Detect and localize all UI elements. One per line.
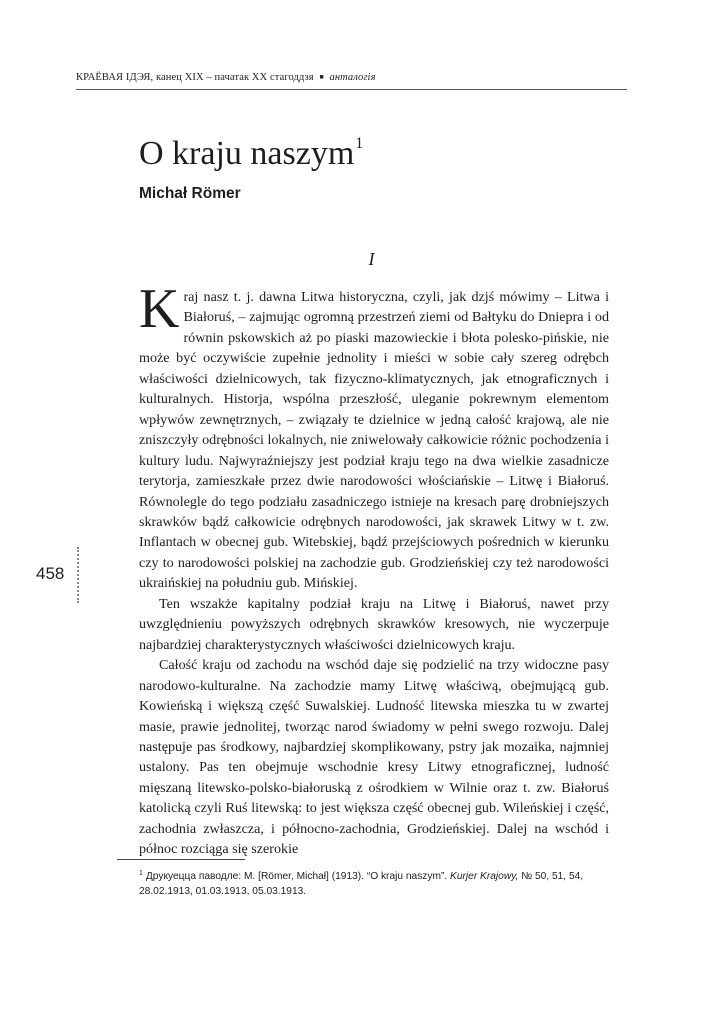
article-title [139,124,363,174]
footnote [139,866,609,899]
footnote-journal: Kurjer Krajowy, [450,871,519,882]
article-body [139,278,609,860]
running-title: КРАЁВАЯ ІДЭЯ, канец XIX – пачатак XX стагоддзя [76,72,314,83]
page-number: 458 [36,564,65,583]
page-number-dotted-rule [77,547,79,603]
title-footnote-mark[interactable]: 1 [355,135,364,152]
footnote-mark: 1 [139,870,143,877]
paragraph-2: Ten wszakże kapitalny podział kraju na Litwę i Białoruś, nawet przy uwzględnieniu powyższych odrębnych skrawków kresowych, nie wyczerpuje najbardziej charakterystycznych właściwości dzielnicowych kraju. [139,595,609,653]
header-separator-icon: ■ [319,73,324,81]
paragraph-1-text: raj nasz t. j. dawna Litwa historyczna, czyli, jak dzjś mówimy – Litwa i Białoruś, – zajmując ogromną przestrzeń ziemi od Bałtyku do Dniepra i od równin pskowskich aż po piaski mazowieckie i błota polesko-pińskie, nie może być oczywiście zupełnie jednolity i mieści w sobie cały szereg odrębch właściwości dzielnicowych, tak fizyczno-klimatycznych, jak etnograficznych i kulturalnych. Historja, wspólna przeszłość, uleganie pokrewnym elementom wpływów zewnętrznych, – związały te dzielnice w jedną całość krajową, ale nie zniszczyły odrębności lokalnych, nie zniwelowały całkowicie różnic pochodzenia i kultury ludu. Najwyraźniejszy jest podział kraju tego na dwa wielkie zasadnicze terytorja, zamieszkałe przez dwie narodowości włościańskie – Litwę i Białoruś. Równolegle do tego podziału zasadniczego istnieje na kresach parę drobniejszych skrawków bądź całkowicie odrębnych narodowości, jak skrawek Litwy w t. zw. Inflantach w obecnej gub. Witebskiej, bądź przejściowych pośrednich w kierunku czy to narodowości polskiej na zachodzie gub. Grodzieńskiej czy też narodowości ukraińskiej na południu gub. Mińskiej. [139,289,609,592]
article-title-text: O kraju naszym [139,135,355,172]
paragraph-1 [139,278,609,594]
running-header [76,72,596,83]
footnote-text-after: № 50, 51, 54, 28.02.1913, 01.03.1913, 05.03.1913. [139,871,584,897]
footnote-rule [117,859,245,860]
footnote-text-before: Друкуецца паводле: M. [Römer, Michał] (1913). “O kraju naszym”. [145,871,448,882]
section-numeral: I [368,249,375,269]
paragraph-3: Całość kraju od zachodu na wschód daje się podzielić na trzy widoczne pasy narodowo-kulturalne. Na zachodzie mamy Litwę właściwą, obejmującą gub. Kowieńską i większą część Suwalskiej. Ludność litewska mieszka tu w zwartej masie, prawie jednolitej, tworząc narod świadomy w pełni swego rozwoju. Dalej następuje pas środkowy, najbardziej skomplikowany, pstry jak mozaika, najmniej ustalony. Pas ten obejmuje wschodnie kresy Litwy etnograficznej, ludność mięszaną litewsko-polsko-białoruską z ośrodkiem w Wilnie oraz t. zw. Białoruś katolicką czyli Ruś litewską: to jest większa część obecnej gub. Wileńskiej i część, zachodnia zwłaszcza, i północno-zachodnia, Grodzieńskiej. Dalej na wschód i północ rozciąga się szerokie [139,657,609,858]
header-rule [76,89,627,90]
drop-cap: K [139,278,180,340]
header-section-label: антaлогія [329,72,376,83]
article-author: Michał Römer [139,185,241,202]
